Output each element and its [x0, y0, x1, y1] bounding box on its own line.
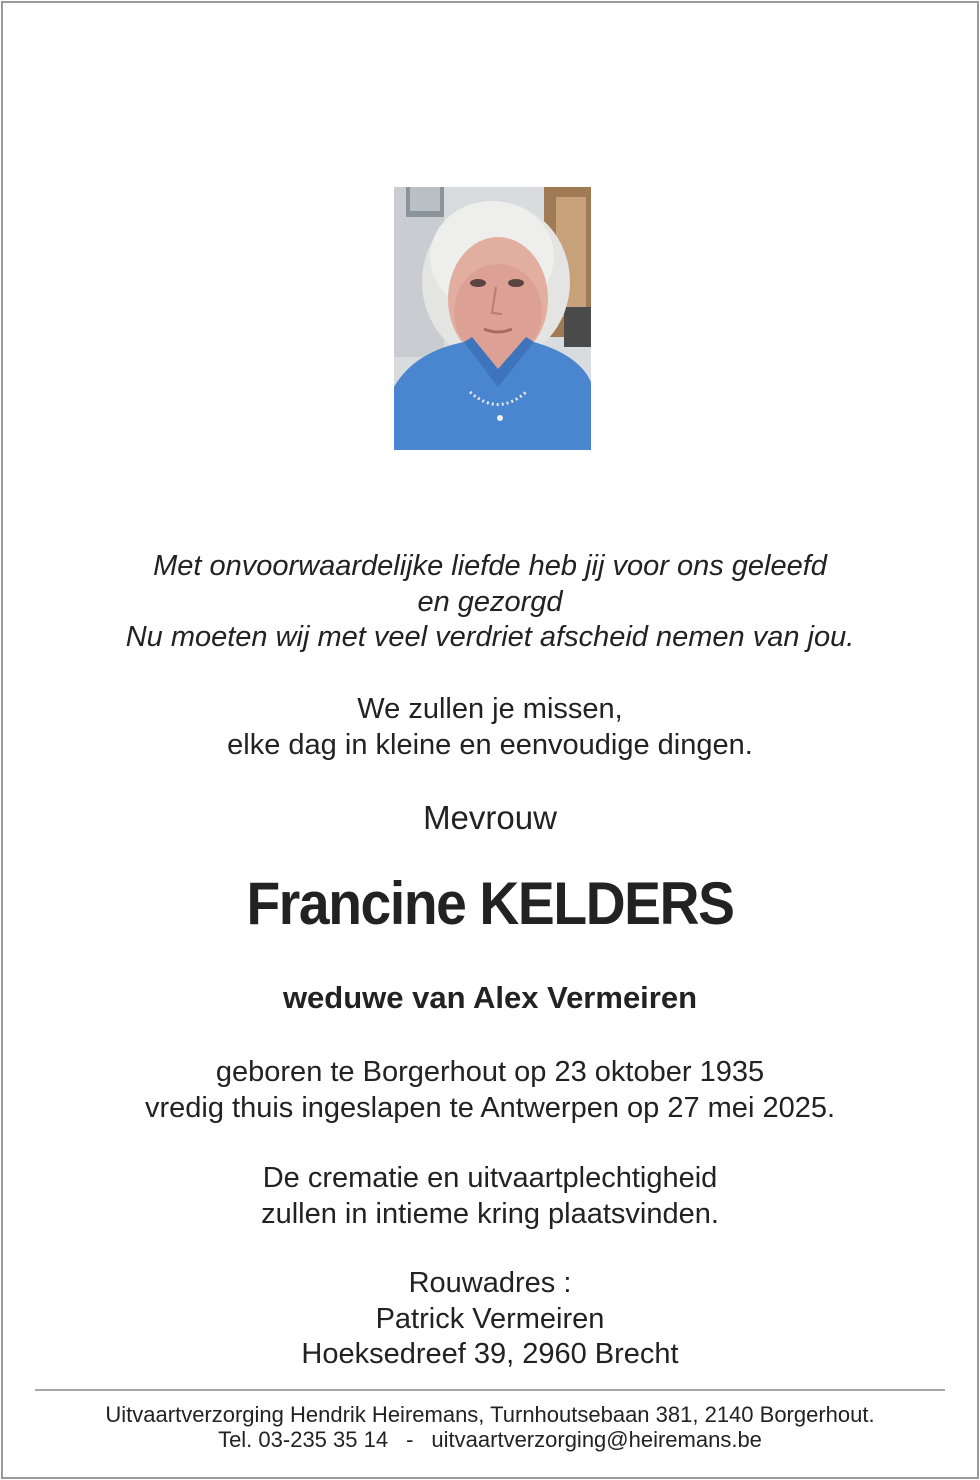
honorific: Mevrouw — [423, 799, 557, 836]
miss-text — [0, 692, 980, 763]
footer-divider — [35, 1389, 945, 1391]
miss-line: elke dag in kleine en eenvoudige dingen. — [227, 728, 753, 761]
mourning-address — [0, 1266, 980, 1373]
widow-of: weduwe van Alex Vermeiren — [282, 980, 698, 1015]
funeral-home-contact — [0, 1427, 980, 1452]
poem — [0, 549, 980, 656]
poem-line: en gezorgd — [417, 585, 563, 618]
address-label: Rouwadres : — [408, 1267, 572, 1299]
funeral-home-footer — [0, 1402, 980, 1452]
contact-separator: - — [406, 1427, 414, 1452]
cremation-line: zullen in intieme kring plaatsvinden. — [261, 1197, 719, 1230]
miss-line: We zullen je missen, — [357, 693, 623, 725]
address-street: Hoeksedreef 39, 2960 Brecht — [301, 1338, 679, 1370]
cremation-line: De crematie en uitvaartplechtigheid — [262, 1162, 718, 1194]
poem-line: Met onvoorwaardelijke liefde heb jij voor ons geleefd — [153, 550, 827, 582]
life-dates — [0, 1055, 980, 1126]
funeral-home-company: Uitvaartverzorging Hendrik Heiremans, Turnhoutsebaan 381, 2140 Borgerhout. — [105, 1402, 875, 1427]
death-line: vredig thuis ingeslapen te Antwerpen op 27 mei 2025. — [144, 1091, 836, 1124]
funeral-home-email[interactable]: uitvaartverzorging@heiremans.be — [431, 1427, 762, 1452]
cremation-notice — [0, 1161, 980, 1232]
birth-line: geboren te Borgerhout op 23 oktober 1935 — [215, 1056, 765, 1088]
portrait-photo — [394, 187, 591, 450]
address-name: Patrick Vermeiren — [375, 1302, 605, 1335]
funeral-home-phone: Tel. 03-235 35 14 — [218, 1427, 389, 1452]
deceased-name: Francine KELDERS — [246, 870, 734, 937]
poem-line: Nu moeten wij met veel verdriet afscheid nemen van jou. — [125, 621, 855, 653]
